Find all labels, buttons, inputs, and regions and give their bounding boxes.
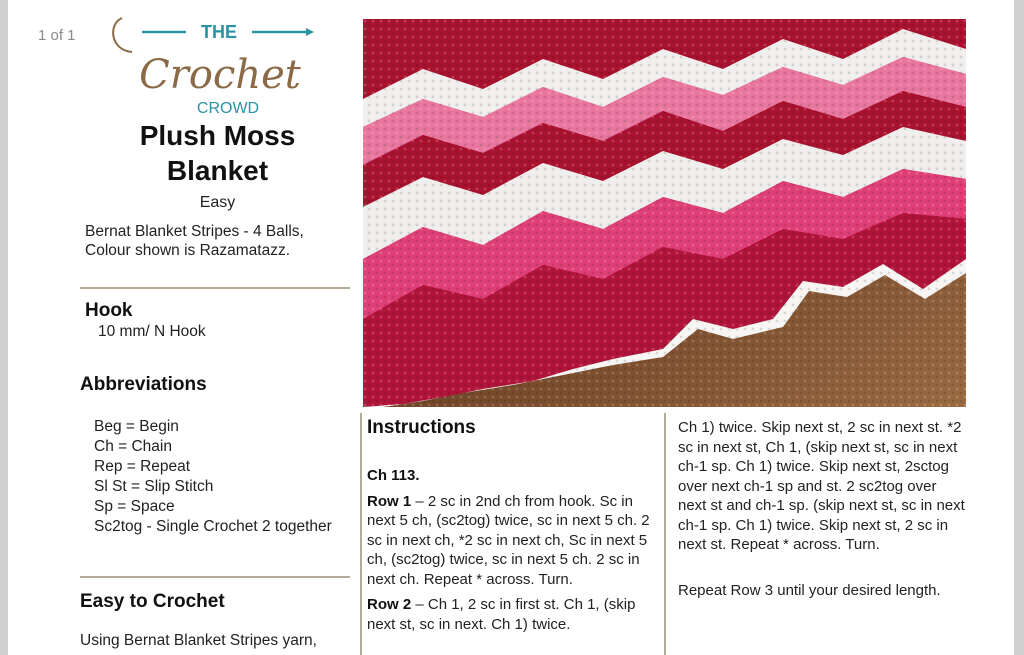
row-2-label: Row 2 xyxy=(367,596,412,613)
row-1-label: Row 1 xyxy=(367,492,412,510)
abbreviations-heading: Abbreviations xyxy=(80,374,207,395)
blanket-photo xyxy=(363,19,966,407)
chain-count: Ch 113. xyxy=(367,467,420,484)
instructions-column-2 xyxy=(678,418,968,606)
yarn-info xyxy=(85,222,350,260)
row-2-text: – Ch 1, 2 sc in first st. Ch 1, (skip next st, sc in next. Ch 1) twice. xyxy=(367,596,636,633)
logo-crochet-text: Crochet xyxy=(139,52,301,98)
divider xyxy=(80,287,350,289)
abbreviation-item: Sp = Space xyxy=(94,498,175,515)
easy-text: Using Bernat Blanket Stripes yarn, xyxy=(80,632,317,649)
repeat-note: Repeat Row 3 until your desired length. xyxy=(678,581,941,599)
abbreviations-list xyxy=(94,417,332,537)
abbreviation-item: Ch = Chain xyxy=(94,438,172,455)
page-indicator: 1 of 1 xyxy=(38,27,76,44)
abbreviation-item: Sc2tog - Single Crochet 2 together xyxy=(94,518,332,535)
row-continuation-text: Ch 1) twice. Skip next st, 2 sc in next st. *2 sc in next st, Ch 1, (skip next st, sc in next ch-1 sp. Ch 1) twice. Skip next st, 2sctog over next ch-1 sp and st. 2 sc2tog over next st and ch-1 sp. (skip next st, sc in next ch-1 sp. Ch 1) twice. Skip next st, 2 sc in next st. Repeat * across. Turn. xyxy=(678,419,965,553)
title-line-1: Plush Moss xyxy=(139,120,296,151)
hook-size: 10 mm/ N Hook xyxy=(98,323,206,340)
column-divider xyxy=(664,413,666,655)
yarn-line-1: Bernat Blanket Stripes - 4 Balls, xyxy=(85,223,304,240)
row-1-text: – 2 sc in 2nd ch from hook. Sc in next 5 ch, (sc2tog) twice, sc in next 5 ch. 2 sc in next ch, *2 sc in next ch, Sc in next 5 ch, (sc2tog) twice, sc in next 5 ch. 2 sc in next ch. Repeat * across. Turn. xyxy=(367,492,650,588)
difficulty-label: Easy xyxy=(199,194,236,211)
logo-the-text: THE xyxy=(201,22,237,42)
column-divider xyxy=(360,413,362,655)
pattern-title xyxy=(90,118,345,188)
divider xyxy=(80,576,350,578)
crochet-crowd-logo xyxy=(108,14,328,120)
title-line-2: Blanket xyxy=(166,155,269,186)
instructions-column-1 xyxy=(367,466,654,640)
instructions-heading: Instructions xyxy=(367,417,476,438)
abbreviation-item: Sl St = Slip Stitch xyxy=(94,478,214,495)
abbreviation-item: Beg = Begin xyxy=(94,418,179,435)
document-page xyxy=(8,0,1014,655)
logo-crowd-text: CROWD xyxy=(196,100,260,117)
abbreviation-item: Rep = Repeat xyxy=(94,458,191,475)
easy-heading: Easy to Crochet xyxy=(80,591,225,612)
yarn-line-2: Colour shown is Razamatazz. xyxy=(85,242,291,259)
hook-heading: Hook xyxy=(85,300,133,321)
